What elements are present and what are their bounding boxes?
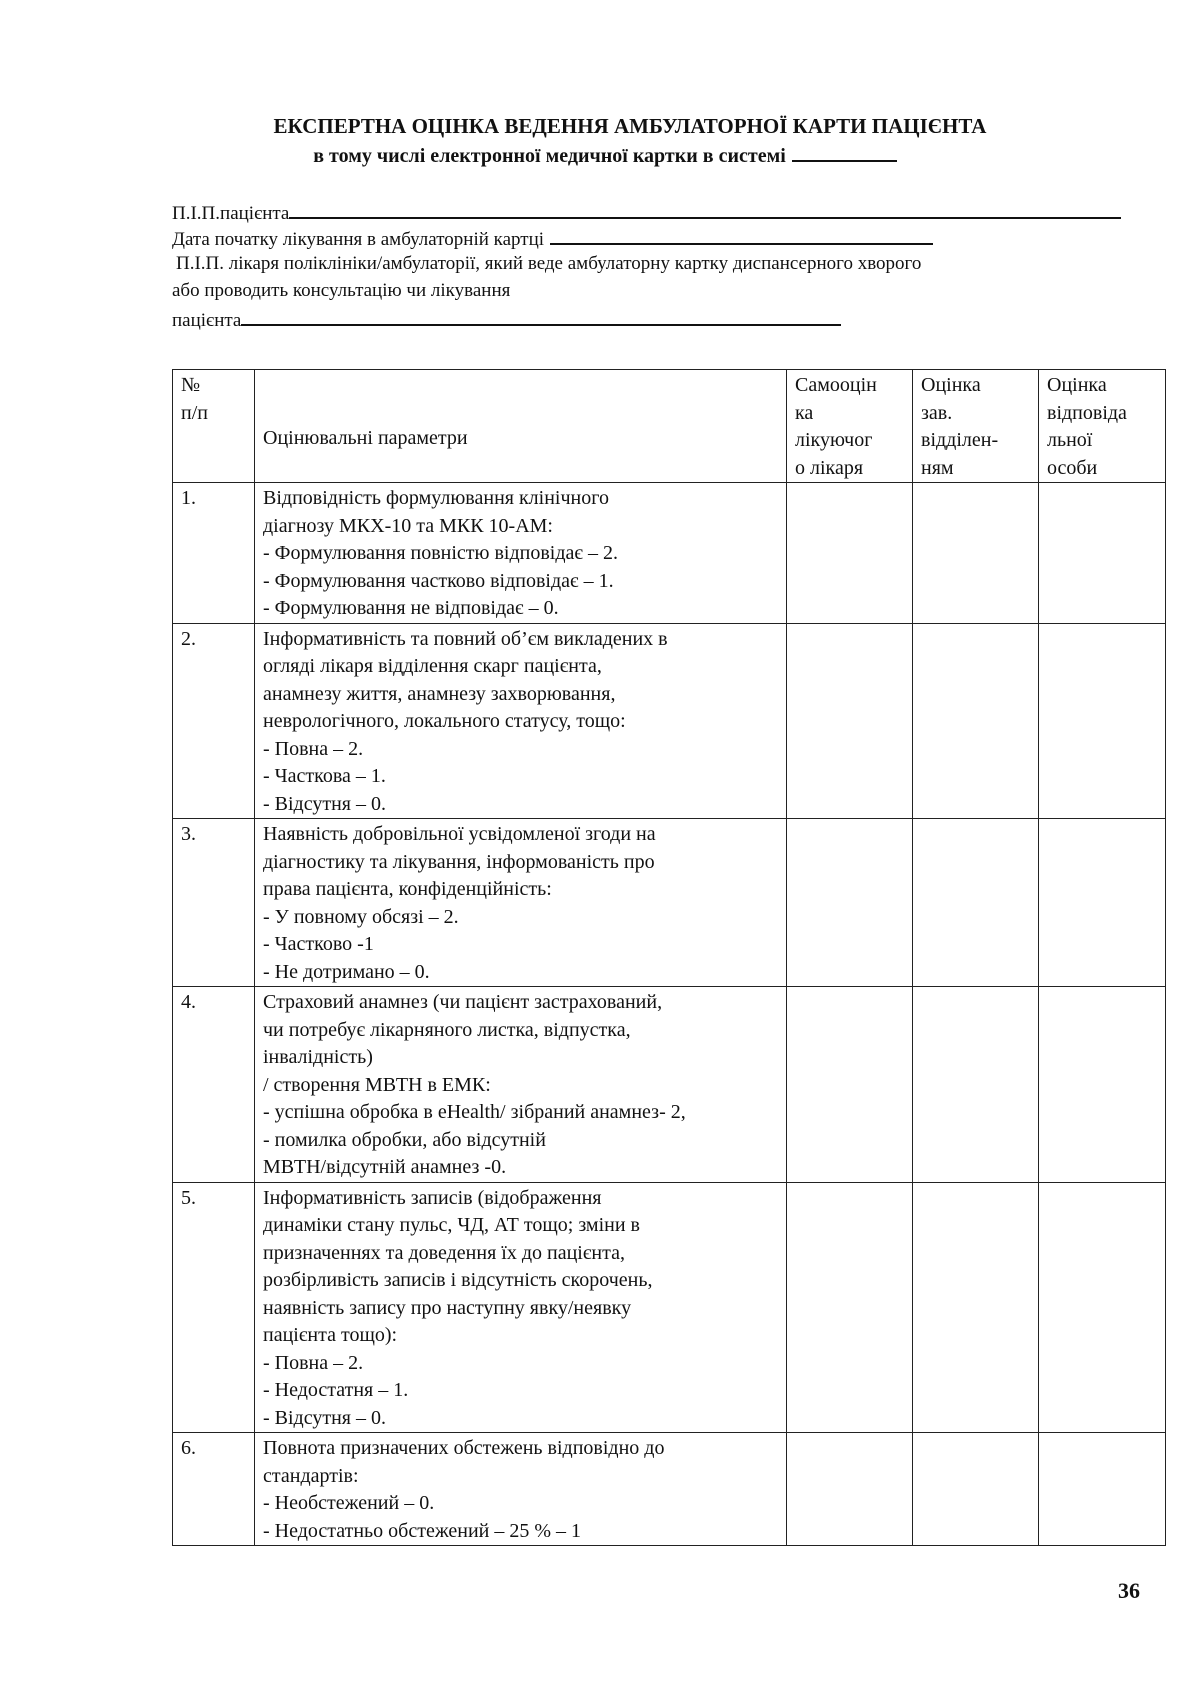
self-assessment-cell[interactable] (787, 819, 913, 987)
head-assessment-cell[interactable] (913, 483, 1039, 624)
header-text: відділен- (921, 429, 999, 451)
head-assessment-cell[interactable] (913, 819, 1039, 987)
criteria-line: Повнота призначених обстежень відповідно до (263, 1437, 665, 1459)
criteria-line: наявність запису про наступну явку/неявку (263, 1296, 632, 1319)
table-row (173, 483, 1166, 624)
header-parameters: Оцінювальні параметри (255, 370, 787, 483)
subtitle-text: в тому числі електронної медичної картки в системі (313, 145, 786, 167)
criteria-line: інвалідність) (263, 1046, 373, 1068)
criteria-line: Відповідність формулювання клінічного (263, 487, 609, 509)
doctor-label-line3: пацієнта (172, 310, 242, 331)
table-row (173, 819, 1166, 987)
header-responsible-assessment (1039, 370, 1166, 483)
row-criteria (255, 623, 787, 819)
criteria-line: огляді лікаря відділення скарг пацієнта, (263, 655, 602, 677)
row-number: 3. (173, 819, 255, 987)
doctor-label-line2: або проводить консультацію чи лікування (172, 280, 511, 301)
table-body (173, 483, 1166, 1546)
header-number-lines (181, 372, 246, 427)
criteria-line: стандартів: (263, 1464, 359, 1487)
header-text: лікуючог (795, 429, 873, 451)
header-text: ням (921, 456, 954, 479)
header-self-lines (795, 372, 904, 482)
criteria-line: - Недостатня – 1. (263, 1379, 409, 1401)
criteria-line: - Необстежений – 0. (263, 1492, 435, 1514)
responsible-assessment-cell[interactable] (1039, 623, 1166, 819)
criteria-line: Інформативність записів (відображення (263, 1186, 602, 1209)
header-text: ка (795, 401, 814, 424)
treatment-start-field (172, 225, 933, 251)
criteria-line: - У повному обсязі – 2. (263, 905, 459, 928)
header-text: Самооцін (795, 374, 877, 396)
criteria-line: діагнозу МКХ-10 та МКК 10-АМ: (263, 514, 553, 537)
patient-name-blank[interactable] (289, 199, 1121, 219)
criteria-line: чи потребує лікарняного листка, відпустка, (263, 1018, 631, 1041)
row-criteria (255, 819, 787, 987)
table-row (173, 987, 1166, 1183)
criteria-line: - Не дотримано – 0. (263, 960, 430, 983)
criteria-line: - Формулювання повністю відповідає – 2. (263, 542, 618, 564)
criteria-line: - Повна – 2. (263, 1351, 364, 1374)
row-number: 6. (173, 1433, 255, 1546)
criteria-line: - Недостатньо обстежений – 25 % – 1 (263, 1519, 582, 1542)
document-subtitle (0, 144, 1200, 168)
table-row (173, 1433, 1166, 1546)
criteria-line: - Відсутня – 0. (263, 1406, 386, 1429)
row-number: 4. (173, 987, 255, 1183)
page-number: 36 (1118, 1578, 1140, 1603)
criteria-line: - Відсутня – 0. (263, 792, 386, 815)
header-head-lines (921, 372, 1030, 482)
head-assessment-cell[interactable] (913, 623, 1039, 819)
row-criteria (255, 1182, 787, 1433)
self-assessment-cell[interactable] (787, 987, 913, 1183)
self-assessment-cell[interactable] (787, 1433, 913, 1546)
patient-name-label: П.І.П.пацієнта (172, 203, 290, 224)
criteria-line: - Формулювання частково відповідає – 1. (263, 569, 614, 592)
header-text: відповіда (1047, 401, 1127, 424)
responsible-assessment-cell[interactable] (1039, 1182, 1166, 1433)
header-head-assessment (913, 370, 1039, 483)
row-number: 1. (173, 483, 255, 624)
criteria-line: - Часткова – 1. (263, 765, 386, 787)
responsible-assessment-cell[interactable] (1039, 987, 1166, 1183)
row-number: 5. (173, 1182, 255, 1433)
criteria-line: Наявність добровільної усвідомленої згоди на (263, 823, 656, 845)
responsible-assessment-cell[interactable] (1039, 819, 1166, 987)
self-assessment-cell[interactable] (787, 1182, 913, 1433)
criteria-line: призначеннях та доведення їх до пацієнта, (263, 1241, 625, 1264)
header-self-assessment (787, 370, 913, 483)
responsible-assessment-cell[interactable] (1039, 1433, 1166, 1546)
header-text: Оцінка (921, 374, 981, 396)
responsible-assessment-cell[interactable] (1039, 483, 1166, 624)
document-title: ЕКСПЕРТНА ОЦІНКА ВЕДЕННЯ АМБУЛАТОРНОЇ КАРТИ ПАЦІЄНТА (273, 114, 987, 138)
criteria-line: Страховий анамнез (чи пацієнт застрахований, (263, 991, 663, 1013)
header-text: о лікаря (795, 456, 864, 479)
criteria-line: - помилка обробки, або відсутній (263, 1128, 546, 1151)
head-assessment-cell[interactable] (913, 1433, 1039, 1546)
doctor-label-line1: П.І.П. лікаря поліклініки/амбулаторії, який веде амбулаторну картку диспансерного хворого (176, 253, 922, 274)
doctor-name-blank[interactable] (241, 306, 841, 326)
self-assessment-cell[interactable] (787, 623, 913, 819)
header-text: Оцінка (1047, 374, 1107, 396)
patient-name-field (172, 199, 1121, 225)
header-text: зав. (921, 401, 953, 424)
criteria-line: неврологічного, локального статусу, тощо: (263, 710, 626, 732)
table-header-row (173, 370, 1166, 483)
header-text: особи (1047, 456, 1098, 479)
header-text: льної (1047, 429, 1093, 451)
system-name-blank-field[interactable] (792, 144, 897, 162)
criteria-line: права пацієнта, конфіденційність: (263, 878, 552, 900)
criteria-line: діагностику та лікування, інформованість про (263, 850, 655, 873)
criteria-line: розбірливість записів і відсутність скорочень, (263, 1269, 653, 1291)
row-number: 2. (173, 623, 255, 819)
self-assessment-cell[interactable] (787, 483, 913, 624)
head-assessment-cell[interactable] (913, 1182, 1039, 1433)
criteria-line: МВТН/відсутній анамнез -0. (263, 1156, 507, 1178)
table-row (173, 623, 1166, 819)
treatment-start-label: Дата початку лікування в амбулаторній картці (172, 229, 545, 250)
table-row (173, 1182, 1166, 1433)
criteria-line: / створення МВТН в ЕМК: (263, 1073, 491, 1096)
header-number (173, 370, 255, 483)
doctor-name-field (172, 306, 841, 332)
row-criteria (255, 1433, 787, 1546)
criteria-line: - Повна – 2. (263, 737, 364, 760)
header-text: № (181, 374, 201, 396)
treatment-start-blank[interactable] (550, 225, 933, 245)
criteria-line: - Частково -1 (263, 933, 374, 955)
criteria-line: Інформативність та повний об’єм викладених в (263, 627, 668, 650)
row-criteria (255, 987, 787, 1183)
criteria-line: динаміки стану пульс, ЧД, АТ тощо; зміни в (263, 1214, 640, 1236)
header-text: п/п (181, 401, 208, 424)
head-assessment-cell[interactable] (913, 987, 1039, 1183)
criteria-line: анамнезу життя, анамнезу захворювання, (263, 682, 616, 705)
assessment-table (172, 369, 1166, 1546)
criteria-line: - успішна обробка в eHealth/ зібраний анамнез- 2, (263, 1101, 686, 1123)
header-responsible-lines (1047, 372, 1157, 482)
criteria-line: пацієнта тощо): (263, 1324, 398, 1346)
criteria-line: - Формулювання не відповідає – 0. (263, 597, 559, 619)
row-criteria (255, 483, 787, 624)
